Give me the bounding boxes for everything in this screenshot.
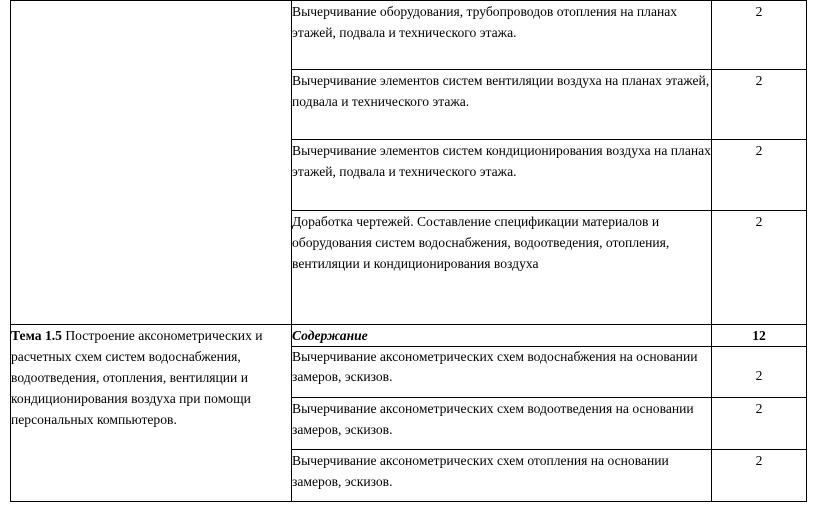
task-hours: 2	[712, 211, 807, 325]
topic-cell-empty	[11, 1, 292, 70]
topic-text: Построение аксонометрических и расчетных схем систем водоснабжения, водоотведения, отопления, вентиляции и кондиционирования воздуха при помощи персональных компьютеров.	[11, 328, 263, 427]
task-description: Вычерчивание аксонометрических схем отопления на основании замеров, эскизов.	[292, 450, 712, 502]
topic-cell	[11, 325, 292, 502]
table-row	[11, 70, 807, 140]
task-hours: 2	[712, 70, 807, 140]
table-row	[11, 140, 807, 211]
task-hours: 2	[712, 398, 807, 450]
table-row	[11, 211, 807, 325]
topic-cell-empty	[11, 70, 292, 140]
task-description: Вычерчивание элементов систем вентиляции воздуха на планах этажей, подвала и технического этажа.	[292, 70, 712, 140]
topic-cell-empty	[11, 211, 292, 325]
content-header: Содержание	[292, 325, 712, 347]
task-description: Вычерчивание элементов систем кондиционирования воздуха на планах этажей, подвала и технического этажа.	[292, 140, 712, 211]
task-description: Вычерчивание аксонометрических схем водоснабжения на основании замеров, эскизов.	[292, 347, 712, 398]
topic-label: Тема 1.5	[11, 328, 62, 343]
content-header-row	[11, 325, 807, 347]
task-hours: 2	[712, 140, 807, 211]
task-description: Доработка чертежей. Составление спецификации материалов и оборудования систем водоснабжения, водоотведения, отопления, вентиляции и кондиционирования воздуха	[292, 211, 712, 325]
task-hours: 2	[712, 450, 807, 502]
table-row	[11, 1, 807, 70]
task-description: Вычерчивание оборудования, трубопроводов отопления на планах этажей, подвала и технического этажа.	[292, 1, 712, 70]
task-description: Вычерчивание аксонометрических схем водоотведения на основании замеров, эскизов.	[292, 398, 712, 450]
content-header-hours: 12	[712, 325, 807, 347]
task-hours: 2	[712, 347, 807, 398]
task-hours: 2	[712, 1, 807, 70]
topic-cell-empty	[11, 140, 292, 211]
curriculum-table	[10, 0, 807, 502]
